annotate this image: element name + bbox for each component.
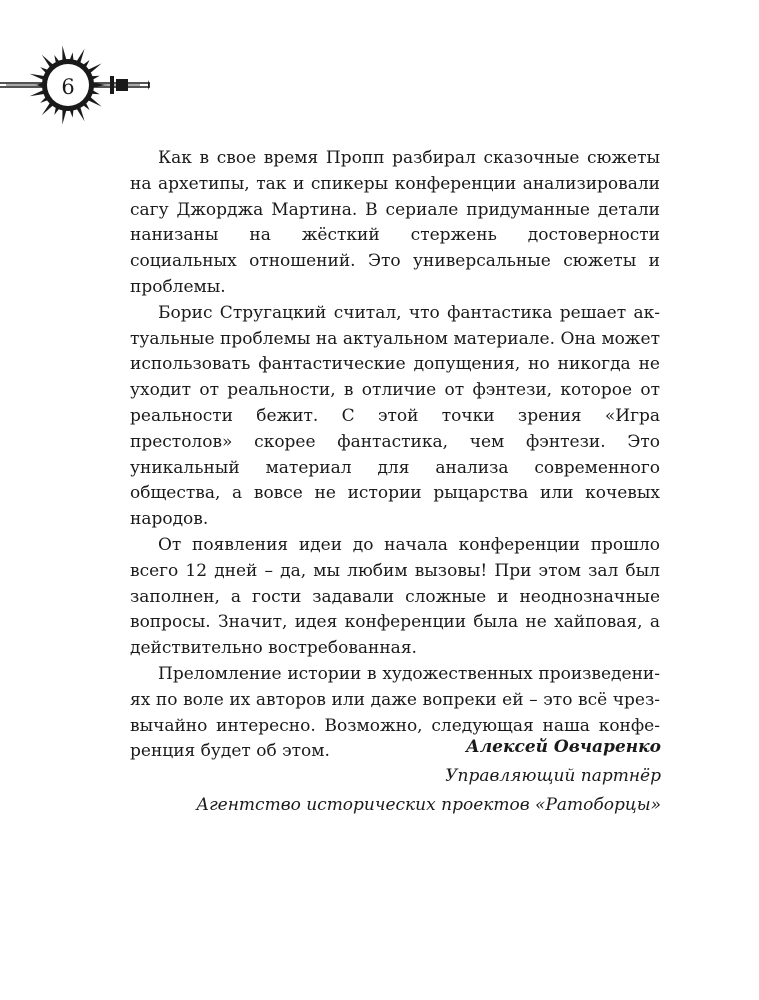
author-name: Алексей Овчаренко — [465, 737, 661, 757]
signature-block — [196, 733, 661, 820]
paragraph-4: Преломление истории в художественных произведениях по воле их авторов или даже вопреки ей – это всё чрезвычайно интересно. Возможно, следующая наша конференция будет об этом. — [130, 663, 660, 762]
paragraph-3: От появления идеи до начала конференции прошло всего 12 дней – да, мы любим вызовы! При этом зал был заполнен, а гости задавали сложные и неоднозначные вопросы. Значит, идея конференции была не хайповая, а действительно востребованная. — [130, 534, 660, 659]
page-number: 6 — [61, 75, 75, 99]
paragraph-2: Борис Стругацкий считал, что фантастика решает актуальные проблемы на актуальном материале. Она может использовать фантастические допущения, но никогда не уходит от реальности, в отличие от фэнтези, которое от реальности бежит. С этой точки зрения «Игра престолов» скорее фантастика, чем фэнтези. Это уникальный материал для анализа современного общества, а вовсе не истории рыцарства или кочевых народов. — [130, 302, 660, 530]
author-organization: Агентство исторических проектов «Ратоборцы» — [196, 795, 661, 815]
body-text — [130, 146, 660, 765]
author-role: Управляющий партнёр — [445, 766, 661, 786]
paragraph-1: Как в свое время Пропп разбирал сказочные сюжеты на архетипы, так и спикеры конференции анализировали сагу Джорджа Мартина. В сериале придуманные детали нанизаны на жёсткий стержень достоверности социальных отношений. Это универсальные сюжеты и проблемы. — [130, 148, 660, 297]
